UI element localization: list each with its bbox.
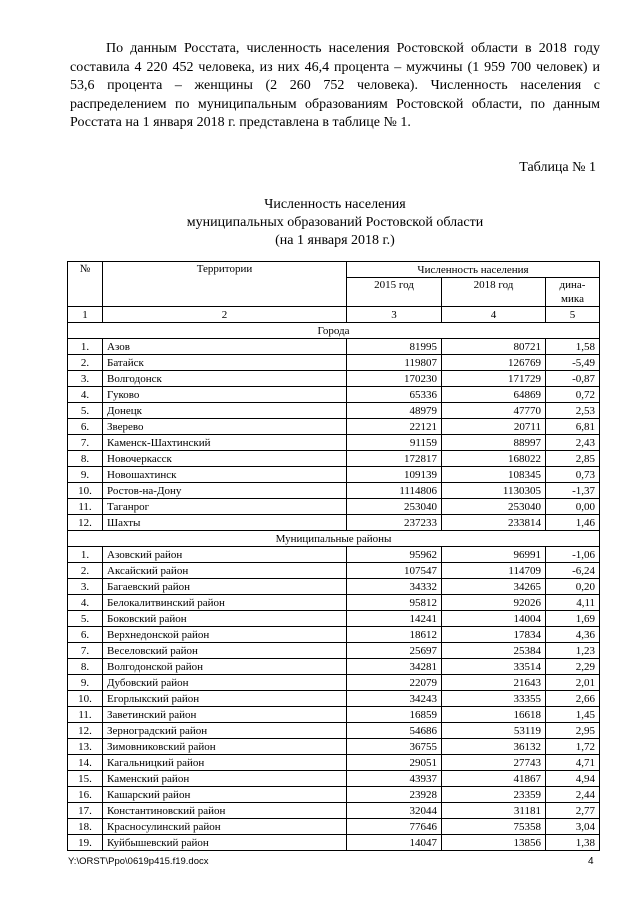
row-number: 1. (68, 339, 103, 355)
population-2018: 23359 (442, 787, 546, 803)
territory-name: Новочеркасск (103, 451, 347, 467)
dynamics-value: 2,29 (546, 659, 600, 675)
population-2018: 25384 (442, 643, 546, 659)
row-number: 2. (68, 355, 103, 371)
dynamics-value: 2,66 (546, 691, 600, 707)
population-2015: 18612 (347, 627, 442, 643)
population-table (67, 261, 600, 851)
population-2015: 43937 (347, 771, 442, 787)
row-number: 13. (68, 739, 103, 755)
population-2018: 108345 (442, 467, 546, 483)
section-header-row (68, 531, 600, 547)
population-2015: 32044 (347, 803, 442, 819)
territory-name: Каменский район (103, 771, 347, 787)
dynamics-value: -1,37 (546, 483, 600, 499)
territory-name: Таганрог (103, 499, 347, 515)
row-number: 5. (68, 403, 103, 419)
dynamics-value: 3,04 (546, 819, 600, 835)
header-dynamics: дина-мика (546, 278, 600, 307)
dynamics-value: 4,94 (546, 771, 600, 787)
column-number-2: 2 (103, 307, 347, 323)
table-title-line-2: муниципальных образований Ростовской области (186, 215, 484, 230)
population-2015: 34243 (347, 691, 442, 707)
dynamics-value: 1,23 (546, 643, 600, 659)
territory-name: Каменск-Шахтинский (103, 435, 347, 451)
population-2018: 75358 (442, 819, 546, 835)
table-row (68, 563, 600, 579)
dynamics-value: 0,20 (546, 579, 600, 595)
territory-name: Азов (103, 339, 347, 355)
intro-paragraph: По данным Росстата, численность населения Ростовской области в 2018 году составила 4 220 452 человека, из них 46,4 процента – мужчины (1 959 700 человек) и 53,6 процента – женщины (2 260 752 человека). Численность населения с распределением по муниципальным образованиям Ростовской области, по данным Росстата на 1 января 2018 г. представлена в таблице № 1. (70, 41, 600, 130)
table-row (68, 515, 600, 531)
population-2015: 54686 (347, 723, 442, 739)
header-territory: Территории (103, 262, 347, 307)
dynamics-value: 2,95 (546, 723, 600, 739)
row-number: 2. (68, 563, 103, 579)
population-2015: 119807 (347, 355, 442, 371)
population-2018: 126769 (442, 355, 546, 371)
header-row-1 (68, 262, 600, 278)
territory-name: Белокалитвинский район (103, 595, 347, 611)
table-row (68, 771, 600, 787)
table-header (68, 262, 600, 307)
row-number: 17. (68, 803, 103, 819)
row-number: 4. (68, 595, 103, 611)
population-2018: 14004 (442, 611, 546, 627)
territory-name: Константиновский район (103, 803, 347, 819)
row-number: 3. (68, 579, 103, 595)
table-number-label: Таблица № 1 (519, 160, 596, 175)
dynamics-value: 1,72 (546, 739, 600, 755)
territory-name: Гуково (103, 387, 347, 403)
population-2018: 47770 (442, 403, 546, 419)
population-2018: 171729 (442, 371, 546, 387)
population-2015: 25697 (347, 643, 442, 659)
table-row (68, 451, 600, 467)
population-2015: 172817 (347, 451, 442, 467)
table-row (68, 611, 600, 627)
column-numbers-row (68, 307, 600, 323)
table-row (68, 755, 600, 771)
population-2015: 77646 (347, 819, 442, 835)
row-number: 15. (68, 771, 103, 787)
territory-name: Зерноградский район (103, 723, 347, 739)
row-number: 11. (68, 707, 103, 723)
row-number: 16. (68, 787, 103, 803)
table-row (68, 387, 600, 403)
territory-name: Шахты (103, 515, 347, 531)
population-2018: 233814 (442, 515, 546, 531)
table-row (68, 675, 600, 691)
column-number-4: 4 (442, 307, 546, 323)
table-row (68, 579, 600, 595)
population-2018: 41867 (442, 771, 546, 787)
table-row (68, 339, 600, 355)
dynamics-value: 1,38 (546, 835, 600, 851)
population-2015: 14241 (347, 611, 442, 627)
population-2018: 27743 (442, 755, 546, 771)
table-title-line-1: Численность населения (264, 197, 406, 212)
population-2018: 33355 (442, 691, 546, 707)
population-2018: 1130305 (442, 483, 546, 499)
population-2018: 92026 (442, 595, 546, 611)
population-2018: 253040 (442, 499, 546, 515)
territory-name: Боковский район (103, 611, 347, 627)
population-2018: 33514 (442, 659, 546, 675)
territory-name: Кагальницкий район (103, 755, 347, 771)
population-2015: 107547 (347, 563, 442, 579)
territory-name: Аксайский район (103, 563, 347, 579)
row-number: 7. (68, 435, 103, 451)
population-2018: 80721 (442, 339, 546, 355)
population-2015: 253040 (347, 499, 442, 515)
row-number: 10. (68, 483, 103, 499)
table-title (70, 196, 600, 250)
population-2015: 91159 (347, 435, 442, 451)
territory-name: Дубовский район (103, 675, 347, 691)
dynamics-value: 2,01 (546, 675, 600, 691)
table-row (68, 595, 600, 611)
population-2015: 23928 (347, 787, 442, 803)
table-row (68, 643, 600, 659)
population-2015: 36755 (347, 739, 442, 755)
table-row (68, 787, 600, 803)
dynamics-value: 0,72 (546, 387, 600, 403)
population-2015: 34281 (347, 659, 442, 675)
table-row (68, 403, 600, 419)
dynamics-value: 2,53 (546, 403, 600, 419)
population-2015: 22079 (347, 675, 442, 691)
column-number-3: 3 (347, 307, 442, 323)
population-2018: 17834 (442, 627, 546, 643)
territory-name: Заветинский район (103, 707, 347, 723)
territory-name: Новошахтинск (103, 467, 347, 483)
row-number: 14. (68, 755, 103, 771)
population-2018: 53119 (442, 723, 546, 739)
dynamics-value: 2,44 (546, 787, 600, 803)
header-year-2015: 2015 год (347, 278, 442, 307)
row-number: 6. (68, 627, 103, 643)
dynamics-value: -1,06 (546, 547, 600, 563)
table-row (68, 835, 600, 851)
column-number-1: 1 (68, 307, 103, 323)
table-row (68, 659, 600, 675)
header-year-2018: 2018 год (442, 278, 546, 307)
row-number: 12. (68, 723, 103, 739)
dynamics-value: -6,24 (546, 563, 600, 579)
row-number: 18. (68, 819, 103, 835)
dynamics-value: 4,11 (546, 595, 600, 611)
table-row (68, 707, 600, 723)
table-title-line-3: (на 1 января 2018 г.) (275, 233, 395, 248)
territory-name: Донецк (103, 403, 347, 419)
territory-name: Азовский район (103, 547, 347, 563)
population-2015: 48979 (347, 403, 442, 419)
section-title: Муниципальные районы (68, 531, 600, 547)
population-2015: 109139 (347, 467, 442, 483)
dynamics-value: 0,73 (546, 467, 600, 483)
territory-name: Кашарский район (103, 787, 347, 803)
row-number: 4. (68, 387, 103, 403)
population-2015: 14047 (347, 835, 442, 851)
table-row (68, 547, 600, 563)
population-2018: 168022 (442, 451, 546, 467)
table-row (68, 739, 600, 755)
population-2015: 1114806 (347, 483, 442, 499)
row-number: 1. (68, 547, 103, 563)
dynamics-value: 4,71 (546, 755, 600, 771)
row-number: 12. (68, 515, 103, 531)
dynamics-value: 6,81 (546, 419, 600, 435)
footer-page-number: 4 (588, 856, 594, 867)
dynamics-value: 2,77 (546, 803, 600, 819)
table-row (68, 691, 600, 707)
dynamics-value: 1,45 (546, 707, 600, 723)
dynamics-value: 0,00 (546, 499, 600, 515)
table-row (68, 419, 600, 435)
population-2018: 114709 (442, 563, 546, 579)
population-2015: 237233 (347, 515, 442, 531)
territory-name: Багаевский район (103, 579, 347, 595)
row-number: 6. (68, 419, 103, 435)
territory-name: Волгодонской район (103, 659, 347, 675)
dynamics-value: 4,36 (546, 627, 600, 643)
header-population: Численность населения (347, 262, 600, 278)
table-row (68, 499, 600, 515)
territory-name: Верхнедонской район (103, 627, 347, 643)
section-title: Города (68, 323, 600, 339)
population-2018: 16618 (442, 707, 546, 723)
section-header-row (68, 323, 600, 339)
dynamics-value: -0,87 (546, 371, 600, 387)
footer-file-path: Y:\ORST\Ppo\0619p415.f19.docx (68, 856, 209, 867)
table-row (68, 627, 600, 643)
dynamics-value: -5,49 (546, 355, 600, 371)
population-2018: 31181 (442, 803, 546, 819)
territory-name: Ростов-на-Дону (103, 483, 347, 499)
header-num: № (68, 262, 103, 307)
row-number: 8. (68, 451, 103, 467)
population-2015: 65336 (347, 387, 442, 403)
population-2015: 95812 (347, 595, 442, 611)
population-2018: 20711 (442, 419, 546, 435)
population-2018: 96991 (442, 547, 546, 563)
column-number-5: 5 (546, 307, 600, 323)
table-row (68, 355, 600, 371)
table-row (68, 819, 600, 835)
territory-name: Батайск (103, 355, 347, 371)
territory-name: Егорлыкский район (103, 691, 347, 707)
row-number: 11. (68, 499, 103, 515)
table-row (68, 371, 600, 387)
row-number: 10. (68, 691, 103, 707)
row-number: 7. (68, 643, 103, 659)
row-number: 9. (68, 675, 103, 691)
row-number: 3. (68, 371, 103, 387)
table-row (68, 435, 600, 451)
population-2018: 88997 (442, 435, 546, 451)
territory-name: Красносулинский район (103, 819, 347, 835)
population-2015: 34332 (347, 579, 442, 595)
population-2018: 34265 (442, 579, 546, 595)
population-2015: 170230 (347, 371, 442, 387)
row-number: 8. (68, 659, 103, 675)
territory-name: Зверево (103, 419, 347, 435)
table-row (68, 467, 600, 483)
population-2018: 64869 (442, 387, 546, 403)
dynamics-value: 2,43 (546, 435, 600, 451)
population-2015: 22121 (347, 419, 442, 435)
population-2018: 21643 (442, 675, 546, 691)
row-number: 9. (68, 467, 103, 483)
table-row (68, 723, 600, 739)
dynamics-value: 1,58 (546, 339, 600, 355)
population-2015: 16859 (347, 707, 442, 723)
row-number: 5. (68, 611, 103, 627)
dynamics-value: 2,85 (546, 451, 600, 467)
table-row (68, 483, 600, 499)
territory-name: Волгодонск (103, 371, 347, 387)
population-2015: 29051 (347, 755, 442, 771)
population-2018: 13856 (442, 835, 546, 851)
table-body (68, 307, 600, 851)
territory-name: Веселовский район (103, 643, 347, 659)
population-2018: 36132 (442, 739, 546, 755)
population-2015: 95962 (347, 547, 442, 563)
row-number: 19. (68, 835, 103, 851)
territory-name: Куйбышевский район (103, 835, 347, 851)
table-row (68, 803, 600, 819)
dynamics-value: 1,69 (546, 611, 600, 627)
population-2015: 81995 (347, 339, 442, 355)
territory-name: Зимовниковский район (103, 739, 347, 755)
dynamics-value: 1,46 (546, 515, 600, 531)
